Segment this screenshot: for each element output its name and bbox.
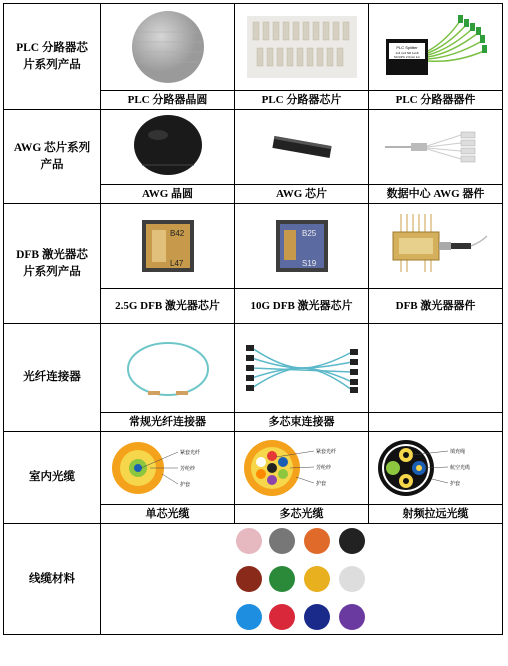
empty-cell: [369, 324, 503, 413]
chip-mark-top: B25: [301, 229, 316, 238]
caption-plc-device: PLC 分路器器件: [369, 91, 503, 110]
caption-rf-cable: 射频拉远光缆: [369, 505, 503, 524]
category-dfb: DFB 激光器芯片系列产品: [4, 204, 101, 324]
dfb-10g-chip-image: [235, 204, 369, 289]
dfb-2-5g-chip-image: [101, 204, 235, 289]
caption-multi-core: 多芯光缆: [235, 505, 369, 524]
awg-device-image: [369, 110, 503, 185]
caption-dfb-10g: 10G DFB 激光器芯片: [235, 289, 369, 324]
caption-awg-device: 数据中心 AWG 器件: [369, 185, 503, 204]
product-table: [3, 3, 503, 635]
chip-mark-top: B42: [169, 229, 184, 238]
multi-core-cable-image: [235, 432, 369, 505]
cable-materials-image: [101, 524, 503, 635]
caption-standard-connector: 常规光纤连接器: [101, 413, 235, 432]
label-tight-fiber: 紧套光纤: [179, 450, 200, 456]
label-aramid: 芳纶纱: [315, 465, 331, 471]
caption-multicore-connector: 多芯束连接器: [235, 413, 369, 432]
label-jacket: 护套: [315, 481, 326, 487]
caption-plc-wafer: PLC 分路器晶圆: [101, 91, 235, 110]
rf-cable-image: [369, 432, 503, 505]
label-filler: 填充绳: [449, 449, 465, 455]
caption-dfb-2-5g: 2.5G DFB 激光器芯片: [101, 289, 235, 324]
device-label: PLC Splitter: [395, 45, 418, 50]
chip-mark-bottom: L47: [169, 259, 183, 268]
caption-plc-chip: PLC 分路器芯片: [235, 91, 369, 110]
plc-device-image: [369, 4, 503, 91]
caption-awg-chip: AWG 芯片: [235, 185, 369, 204]
category-connectors: 光纤连接器: [4, 324, 101, 432]
caption-single-core: 单芯光缆: [101, 505, 235, 524]
category-indoor-cable: 室内光缆: [4, 432, 101, 524]
label-tight-fiber: 紧套光纤: [315, 449, 336, 455]
caption-dfb-device: DFB 激光器器件: [369, 289, 503, 324]
category-cable-materials: 线缆材料: [4, 524, 101, 635]
chip-mark-bottom: S19: [301, 259, 316, 268]
device-spec2: SC/APC 2.0mm 1m: [393, 55, 420, 59]
category-awg: AWG 芯片系列产品: [4, 110, 101, 204]
label-aviation-cable: 航空光缆: [449, 465, 470, 471]
device-spec: 1x4 1x4 ND 1x16: [394, 51, 419, 55]
single-core-cable-image: [101, 432, 235, 505]
label-aramid: 芳纶纱: [179, 466, 195, 472]
awg-chip-image: [235, 110, 369, 185]
multicore-connector-image: [235, 324, 369, 413]
label-jacket: 护套: [179, 482, 190, 488]
dfb-device-image: [369, 204, 503, 289]
awg-wafer-image: [101, 110, 235, 185]
label-jacket: 护套: [449, 481, 460, 487]
plc-wafer-image: [101, 4, 235, 91]
category-plc: PLC 分路器芯片系列产品: [4, 4, 101, 110]
plc-chip-image: [235, 4, 369, 91]
standard-connector-image: [101, 324, 235, 413]
caption-empty: [369, 413, 503, 432]
caption-awg-wafer: AWG 晶圆: [101, 185, 235, 204]
